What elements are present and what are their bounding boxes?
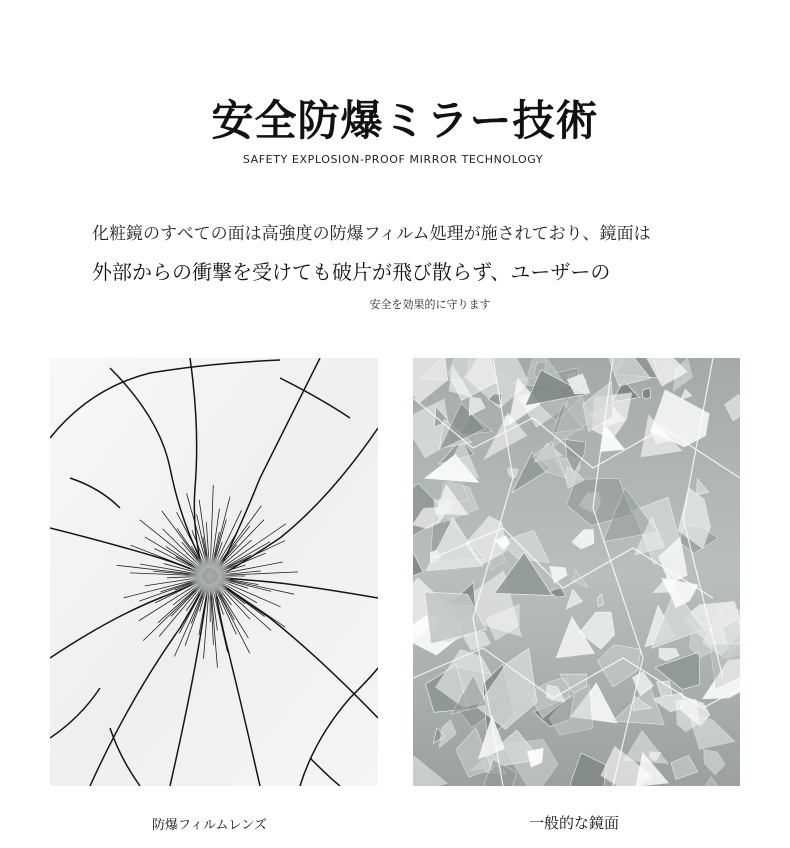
glass-shard	[642, 388, 650, 399]
cracked-glass-illustration	[50, 358, 378, 786]
description-line-3: 安全を効果的に守ります	[369, 298, 491, 311]
ordinary-shattered-mirror-image	[413, 358, 740, 786]
description-line-2: 外部からの衝撃を受けても破片が飛び散らず、ユーザーの	[92, 260, 611, 284]
shattered-mirror-illustration	[413, 358, 740, 786]
page-subtitle: SAFETY EXPLOSION-PROOF MIRROR TECHNOLOGY	[242, 153, 544, 166]
page-title: 安全防爆ミラー技術	[211, 96, 599, 145]
description-line-1: 化粧鏡のすべての面は高強度の防爆フィルム処理が施されており、鏡面は	[92, 224, 651, 244]
caption-explosion-proof: 防爆フィルムレンズ	[152, 818, 267, 833]
explosion-proof-cracked-glass-image	[50, 358, 378, 786]
caption-ordinary-mirror: 一般的な鏡面	[529, 814, 620, 832]
